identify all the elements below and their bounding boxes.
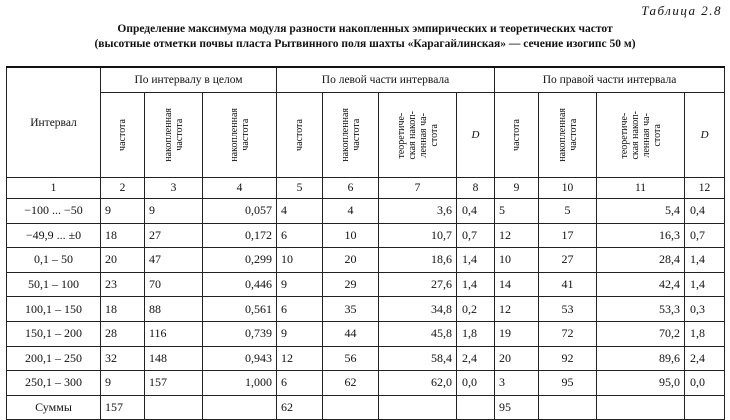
col-num: 7 [379,178,457,199]
cell-cum-freq-right: 5 [539,199,597,224]
cell-freq-whole: 9 [101,371,145,396]
cell-freq-left: 9 [277,272,323,297]
cell-cum-freq-whole [145,395,203,420]
cell-freq-whole: 28 [101,321,145,346]
cell-d-left: 1,4 [457,248,495,273]
cell-cum-freq-left: 56 [323,346,379,371]
header-cum-freq-left: накопленная частота [323,93,379,178]
cell-theor-right: 28,4 [597,248,685,273]
cell-interval: −49,9 ... ±0 [7,223,101,248]
cell-d-left: 0,2 [457,297,495,322]
cell-d-left: 2,4 [457,346,495,371]
cell-d-right: 1,4 [685,248,725,273]
cell-theor-left: 27,6 [379,272,457,297]
cell-freq-whole: 9 [101,199,145,224]
cell-interval: 250,1 – 300 [7,371,101,396]
col-num: 1 [7,178,101,199]
cell-d-right [685,395,725,420]
table-row [7,199,725,224]
col-num: 4 [203,178,277,199]
col-num: 12 [685,178,725,199]
header-cum-freq-right: накопленная частота [539,93,597,178]
cell-theor-left [379,395,457,420]
header-theor-right: теоретиче- ская накоп- ленная ча- стота [597,93,685,178]
cell-d-left: 0,4 [457,199,495,224]
col-num: 5 [277,178,323,199]
header-theor-left: теоретиче- ская накоп- ленная ча- стота [379,93,457,178]
cell-theor-left: 62,0 [379,371,457,396]
header-row-groups [7,67,725,93]
header-freq-right: частота [495,93,539,178]
cell-interval: 0,1 – 50 [7,248,101,273]
cell-cum-rel: 0,172 [203,223,277,248]
cell-freq-left: 9 [277,321,323,346]
cell-freq-right: 10 [495,248,539,273]
cell-d-left: 0,0 [457,371,495,396]
table-row [7,346,725,371]
cell-cum-rel: 0,943 [203,346,277,371]
cell-cum-freq-right [539,395,597,420]
cell-cum-rel: 0,561 [203,297,277,322]
header-d-right: D [685,93,725,178]
header-interval: Интервал [7,67,101,178]
cell-cum-freq-left: 29 [323,272,379,297]
cell-cum-freq-right: 72 [539,321,597,346]
cell-theor-left: 58,4 [379,346,457,371]
cell-d-right: 1,4 [685,272,725,297]
cell-theor-left: 34,8 [379,297,457,322]
cell-cum-freq-whole: 47 [145,248,203,273]
header-d-left: D [457,93,495,178]
cell-cum-freq-right: 53 [539,297,597,322]
col-num: 2 [101,178,145,199]
cell-freq-right: 95 [495,395,539,420]
cell-freq-whole: 18 [101,223,145,248]
table-row [7,248,725,273]
header-freq-whole: частота [101,93,145,178]
cell-freq-right: 3 [495,371,539,396]
cell-d-right: 0,4 [685,199,725,224]
cell-theor-left: 3,6 [379,199,457,224]
cell-freq-whole: 23 [101,272,145,297]
table-title [0,22,730,52]
table-body [7,199,725,420]
cell-cum-freq-whole: 116 [145,321,203,346]
cell-d-right: 2,4 [685,346,725,371]
col-num: 3 [145,178,203,199]
cell-theor-left: 45,8 [379,321,457,346]
cell-cum-freq-left: 44 [323,321,379,346]
cell-cum-freq-left [323,395,379,420]
table-row [7,297,725,322]
cell-interval: 50,1 – 100 [7,272,101,297]
title-line-2: (высотные отметки почвы пласта Рытвинного поля шахты «Карагайлинская» — сечение изогипс 50 м) [94,38,636,50]
cell-theor-left: 10,7 [379,223,457,248]
cell-freq-left: 10 [277,248,323,273]
cell-freq-left: 4 [277,199,323,224]
cell-freq-left: 12 [277,346,323,371]
cell-cum-freq-whole: 157 [145,371,203,396]
cell-cum-freq-right: 27 [539,248,597,273]
cell-cum-freq-right: 95 [539,371,597,396]
cell-d-left: 1,8 [457,321,495,346]
cell-cum-rel: 1,000 [203,371,277,396]
table-row [7,223,725,248]
cell-cum-freq-left: 62 [323,371,379,396]
cell-freq-left: 6 [277,297,323,322]
table-row [7,321,725,346]
cell-cum-rel: 0,299 [203,248,277,273]
cell-d-right: 0,3 [685,297,725,322]
cell-theor-right: 70,2 [597,321,685,346]
header-cum-freq-rel: накопленная частота [203,93,277,178]
cell-freq-whole: 18 [101,297,145,322]
cell-cum-freq-right: 17 [539,223,597,248]
column-number-row [7,178,725,199]
table-row [7,272,725,297]
cell-cum-rel: 0,446 [203,272,277,297]
cell-cum-freq-whole: 88 [145,297,203,322]
cell-freq-whole: 20 [101,248,145,273]
cell-cum-rel [203,395,277,420]
cell-theor-right: 16,3 [597,223,685,248]
cell-freq-whole: 32 [101,346,145,371]
cell-freq-right: 12 [495,297,539,322]
header-group-right: По правой части интервала [495,67,725,93]
col-num: 10 [539,178,597,199]
col-num: 8 [457,178,495,199]
cell-d-right: 1,8 [685,321,725,346]
cell-freq-right: 12 [495,223,539,248]
cell-cum-freq-right: 41 [539,272,597,297]
cell-d-left: 0,7 [457,223,495,248]
cell-cum-freq-whole: 70 [145,272,203,297]
cell-theor-right: 53,3 [597,297,685,322]
cell-theor-right: 42,4 [597,272,685,297]
cell-interval: −100 ... −50 [7,199,101,224]
cell-freq-left: 62 [277,395,323,420]
cell-d-left [457,395,495,420]
cell-interval: 200,1 – 250 [7,346,101,371]
header-cum-freq-whole: накопленная частота [145,93,203,178]
table-row [7,371,725,396]
cell-cum-freq-whole: 9 [145,199,203,224]
cell-cum-freq-left: 10 [323,223,379,248]
cell-freq-right: 5 [495,199,539,224]
header-group-left: По левой части интервала [277,67,495,93]
cell-freq-whole: 157 [101,395,145,420]
cell-cum-rel: 0,739 [203,321,277,346]
col-num: 6 [323,178,379,199]
cell-theor-right: 95,0 [597,371,685,396]
header-freq-left: частота [277,93,323,178]
cell-d-left: 1,4 [457,272,495,297]
cell-theor-right [597,395,685,420]
cell-cum-freq-whole: 148 [145,346,203,371]
cell-cum-freq-left: 20 [323,248,379,273]
cell-cum-rel: 0,057 [203,199,277,224]
cell-freq-left: 6 [277,371,323,396]
header-row-columns [7,93,725,178]
cell-theor-right: 89,6 [597,346,685,371]
data-table [6,66,725,420]
cell-cum-freq-left: 35 [323,297,379,322]
col-num: 9 [495,178,539,199]
cell-theor-right: 5,4 [597,199,685,224]
cell-d-right: 0,0 [685,371,725,396]
cell-freq-right: 19 [495,321,539,346]
table-number-label: Таблица 2.8 [641,3,722,18]
cell-freq-right: 14 [495,272,539,297]
title-line-1: Определение максимума модуля разности накопленных эмпирических и теоретических частот [117,23,613,35]
cell-cum-freq-left: 4 [323,199,379,224]
cell-freq-left: 6 [277,223,323,248]
cell-cum-freq-right: 92 [539,346,597,371]
cell-freq-right: 20 [495,346,539,371]
header-group-whole: По интервалу в целом [101,67,277,93]
cell-interval: 150,1 – 200 [7,321,101,346]
table-row [7,395,725,420]
cell-cum-freq-whole: 27 [145,223,203,248]
cell-interval: 100,1 – 150 [7,297,101,322]
cell-theor-left: 18,6 [379,248,457,273]
cell-interval: Суммы [7,395,101,420]
col-num: 11 [597,178,685,199]
cell-d-right: 0,7 [685,223,725,248]
